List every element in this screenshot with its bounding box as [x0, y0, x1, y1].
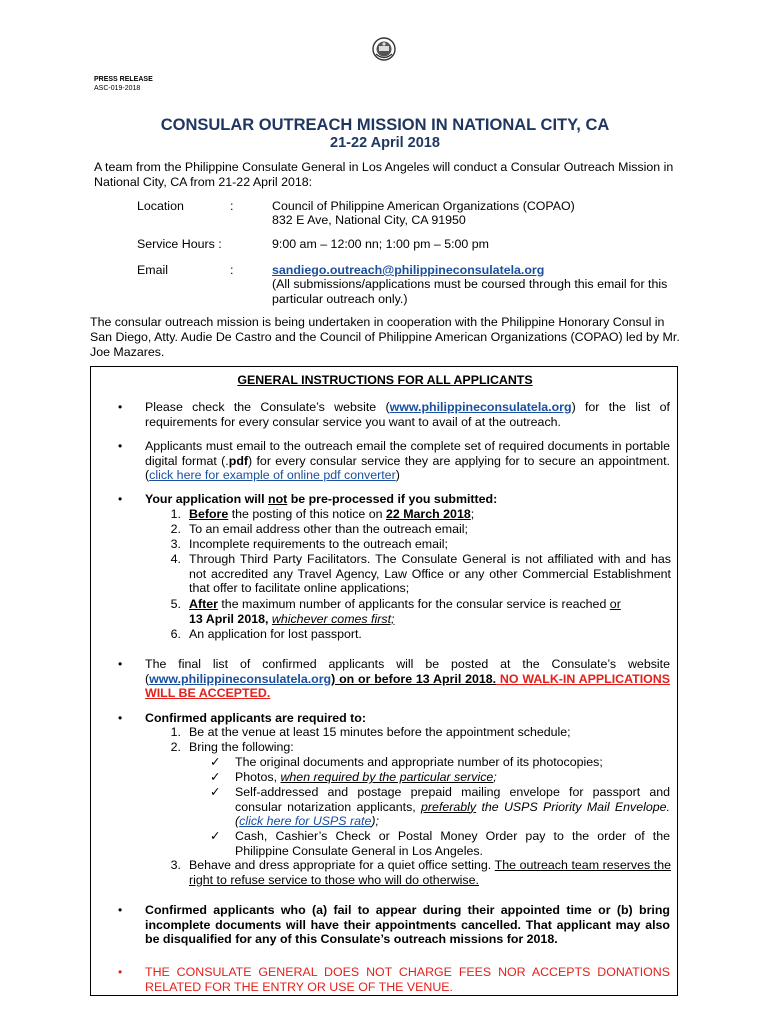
location-line1: Council of Philippine American Organizations (COPAO): [272, 199, 575, 213]
bullet: •: [118, 400, 123, 414]
intro-paragraph: A team from the Philippine Consulate General in Los Angeles will conduct a Consular Outreach Mission in National City, CA from 21-22 April 2018:: [94, 160, 674, 189]
instruction-final-list: The final list of confirmed applicants will be posted at the Consulate’s website (www.philippineconsulatela.org) on or before 13 April 2018. NO WALK-IN APPLICATIONS WILL BE ACCEPTED.: [145, 657, 671, 700]
outreach-email-link[interactable]: sandiego.outreach@philippineconsulatela.org: [272, 263, 545, 277]
instructions-heading: GENERAL INSTRUCTIONS FOR ALL APPLICANTS: [237, 373, 533, 387]
bullet: •: [118, 711, 123, 725]
email-colon: :: [230, 263, 234, 277]
instruction-confirmed-head: Confirmed applicants are required to:: [145, 711, 367, 725]
check-icon: ✓: [210, 785, 221, 799]
instruction-no-fees: THE CONSULATE GENERAL DOES NOT CHARGE FEES NOR ACCEPTS DONATIONS RELATED FOR THE ENTRY OR USE OF THE VENUE.: [145, 965, 670, 994]
cooperation-paragraph: The consular outreach mission is being undertaken in cooperation with the Philippine Honorary Consul in San Diego, Atty. Audie De Castro and the Council of Philippine American Organizations (COPAO) led by Mr. Joe Mazares.: [90, 315, 680, 359]
check-icon: ✓: [210, 829, 221, 843]
pdf-converter-link[interactable]: click here for example of online pdf converter: [149, 468, 396, 482]
instruction-website: Please check the Consulate’s website (www.philippineconsulatela.org) for the list of requirements for every consular service you want to avail of at the outreach.: [145, 400, 670, 429]
consulate-website-link[interactable]: www.philippineconsulatela.org: [389, 400, 572, 414]
bullet: •: [118, 657, 123, 671]
press-release-label: PRESS RELEASE: [94, 76, 153, 83]
location-line2: 832 E Ave, National City, CA 91950: [272, 213, 466, 227]
check-icon: ✓: [210, 770, 221, 784]
bullet: •: [118, 492, 123, 506]
bullet: •: [118, 903, 123, 917]
hours-label: Service Hours :: [137, 237, 222, 251]
email-label: Email: [137, 263, 168, 277]
press-release-header: [94, 75, 153, 93]
consulate-seal-icon: [371, 36, 397, 62]
instruction-cancellation: Confirmed applicants who (a) fail to appear during their appointed time or (b) bring incomplete documents will have their appointments cancelled. That applicant may also be disqualified for any of this Consulate’s outreach missions for 2018.: [145, 903, 670, 946]
email-note: (All submissions/applications must be coursed through this email for this particular outreach only.): [272, 277, 668, 306]
bullet: •: [118, 965, 123, 979]
page-title: CONSULAR OUTREACH MISSION IN NATIONAL CITY, CA: [160, 116, 610, 134]
usps-rate-link[interactable]: click here for USPS rate: [239, 814, 372, 828]
instruction-pdf: Applicants must email to the outreach email the complete set of required documents in portable digital format (.pdf) for every consular service they are applying for to secure an appointment. (click here for example of online pdf converter): [145, 439, 670, 482]
bullet: •: [118, 439, 123, 453]
consulate-website-link-2[interactable]: www.philippineconsulatela.org: [149, 671, 332, 686]
page-subtitle: 21-22 April 2018: [330, 135, 440, 151]
location-colon: :: [230, 199, 234, 213]
instruction-not-processed: Your application will not be pre-processed if you submitted:: [145, 492, 498, 506]
press-release-ref: ASC-019-2018: [94, 85, 141, 92]
location-label: Location: [137, 199, 184, 213]
check-icon: ✓: [210, 755, 221, 769]
hours-value: 9:00 am – 12:00 nn; 1:00 pm – 5:00 pm: [272, 237, 489, 251]
